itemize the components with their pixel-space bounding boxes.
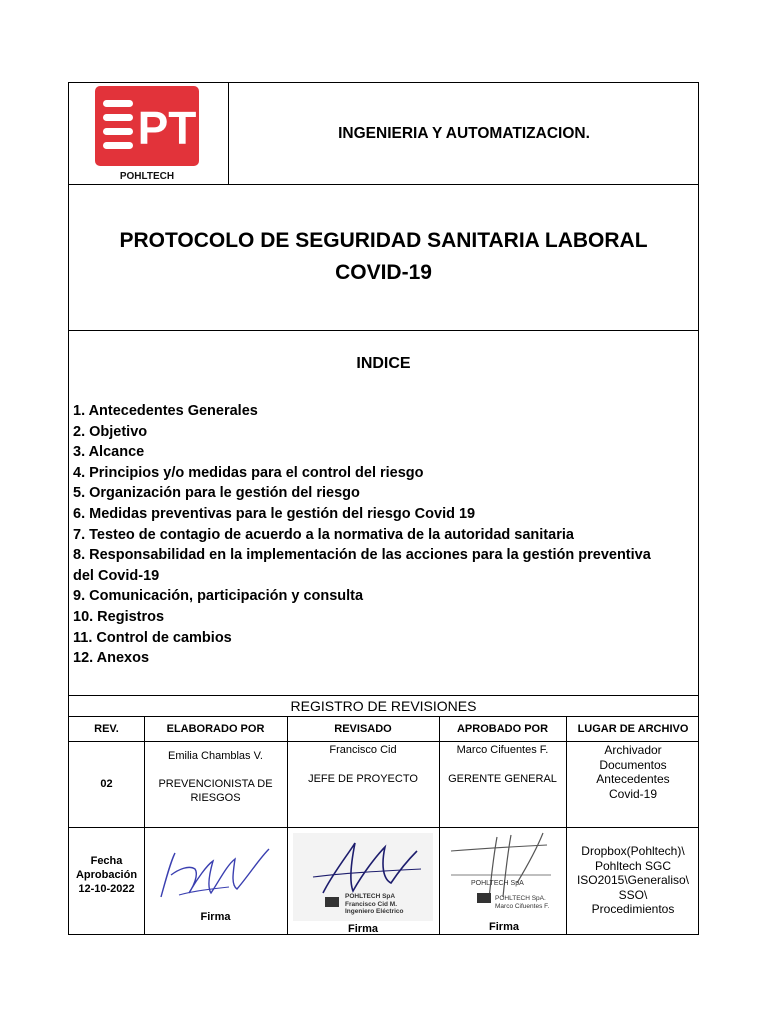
index-list [73,401,693,669]
stamp-line: Marco Cifuentes F. [495,902,550,910]
document-title [69,225,698,289]
index-item: 4. Principios y/o medidas para el control del riesgo [73,464,424,481]
company-name: INGENIERIA Y AUTOMATIZACION. [338,124,590,142]
elaborado-name: Emilia Chamblas V. [168,750,263,762]
revisions-title: REGISTRO DE REVISIONES [290,698,477,714]
index-item: 6. Medidas preventivas para le gestión del riesgo Covid 19 [73,505,476,522]
stamp-line: POHLTECH SpA [345,893,396,900]
signature-elaborado [149,835,279,915]
title-line-2: COVID-19 [335,261,432,284]
firma-revisado: Firma [348,923,378,935]
rule-header [69,184,698,185]
index-item: 5. Organización para le gestión del riesgo [73,485,360,502]
archive-line: Archivador [604,743,662,757]
pohltech-logo-icon [95,86,199,182]
index-item: 11. Control de cambios [73,629,232,646]
stamp-revisado-text [345,893,404,916]
firma-aprobado: Firma [489,921,519,933]
logo-brand: POHLTECH [119,171,175,182]
header-revisado: REVISADO [334,722,392,735]
rule-table-header [69,741,698,742]
archive-line: ISO2015\Generaliso\ [576,873,690,887]
signature-stamp-revisado [293,833,433,921]
rule-title [69,330,698,331]
stamp-line: Ingeniero Eléctrico [345,908,404,915]
archive-line: Pohltech SGC [594,858,672,873]
index-item: 8. Responsabilidad en la implementación de las acciones para la gestión preventiva [73,547,651,564]
header-rev: REV. [94,722,119,735]
archive-location-2 [566,844,700,917]
date-label: Aprobación [75,869,138,881]
index-item: 3. Alcance [73,444,145,461]
rule-table-row1 [69,827,698,828]
approval-date [69,854,144,896]
document-frame [68,82,699,935]
stamp-line: Francisco Cid M. [345,900,398,908]
date-value: 12-10-2022 [78,883,135,895]
index-item: del Covid-19 [73,567,160,584]
stamp-line: POHLTECH SpA. [495,895,546,902]
rev-number: 02 [100,778,113,790]
logo-letters: PT [137,102,197,154]
header-aprobado: APROBADO POR [456,722,549,735]
aprobado-role: GERENTE GENERAL [448,773,557,785]
archive-line: Antecedentes [596,772,670,786]
stamp-aprobado-company: POHLTECH SpA [471,880,524,887]
archive-line: Documentos [599,757,667,772]
index-item: 12. Anexos [73,650,150,667]
index-item: 2. Objetivo [73,423,148,440]
pohltech-logo [95,86,199,182]
index-heading: INDICE [356,355,411,372]
index-item: 10. Registros [73,608,165,625]
index-item: 7. Testeo de contagio de acuerdo a la normativa de la autoridad sanitaria [73,526,574,543]
archive-line: SSO\ [618,887,648,902]
archive-line: Covid-19 [608,786,658,801]
archive-location-1 [566,743,700,801]
revisado-name: Francisco Cid [329,744,397,756]
elaborado-role: PREVENCIONISTA DE RIESGOS [158,778,273,804]
index-item: 1. Antecedentes Generales [73,403,258,419]
header-archivo: LUGAR DE ARCHIVO [577,722,689,735]
date-label: Fecha [90,855,123,867]
stamp-aprobado-text [495,895,549,910]
archive-line: Dropbox(Pohltech)\ [581,844,685,858]
archive-line: Procedimientos [591,902,675,916]
revisado-role: JEFE DE PROYECTO [308,773,418,785]
firma-elaborado: Firma [200,911,231,923]
aprobado-name: Marco Cifuentes F. [456,744,549,756]
header-elaborado: ELABORADO POR [166,722,265,735]
index-item: 9. Comunicación, participación y consulta [73,588,364,605]
title-line-1: PROTOCOLO DE SEGURIDAD SANITARIA LABORAL [119,229,648,252]
